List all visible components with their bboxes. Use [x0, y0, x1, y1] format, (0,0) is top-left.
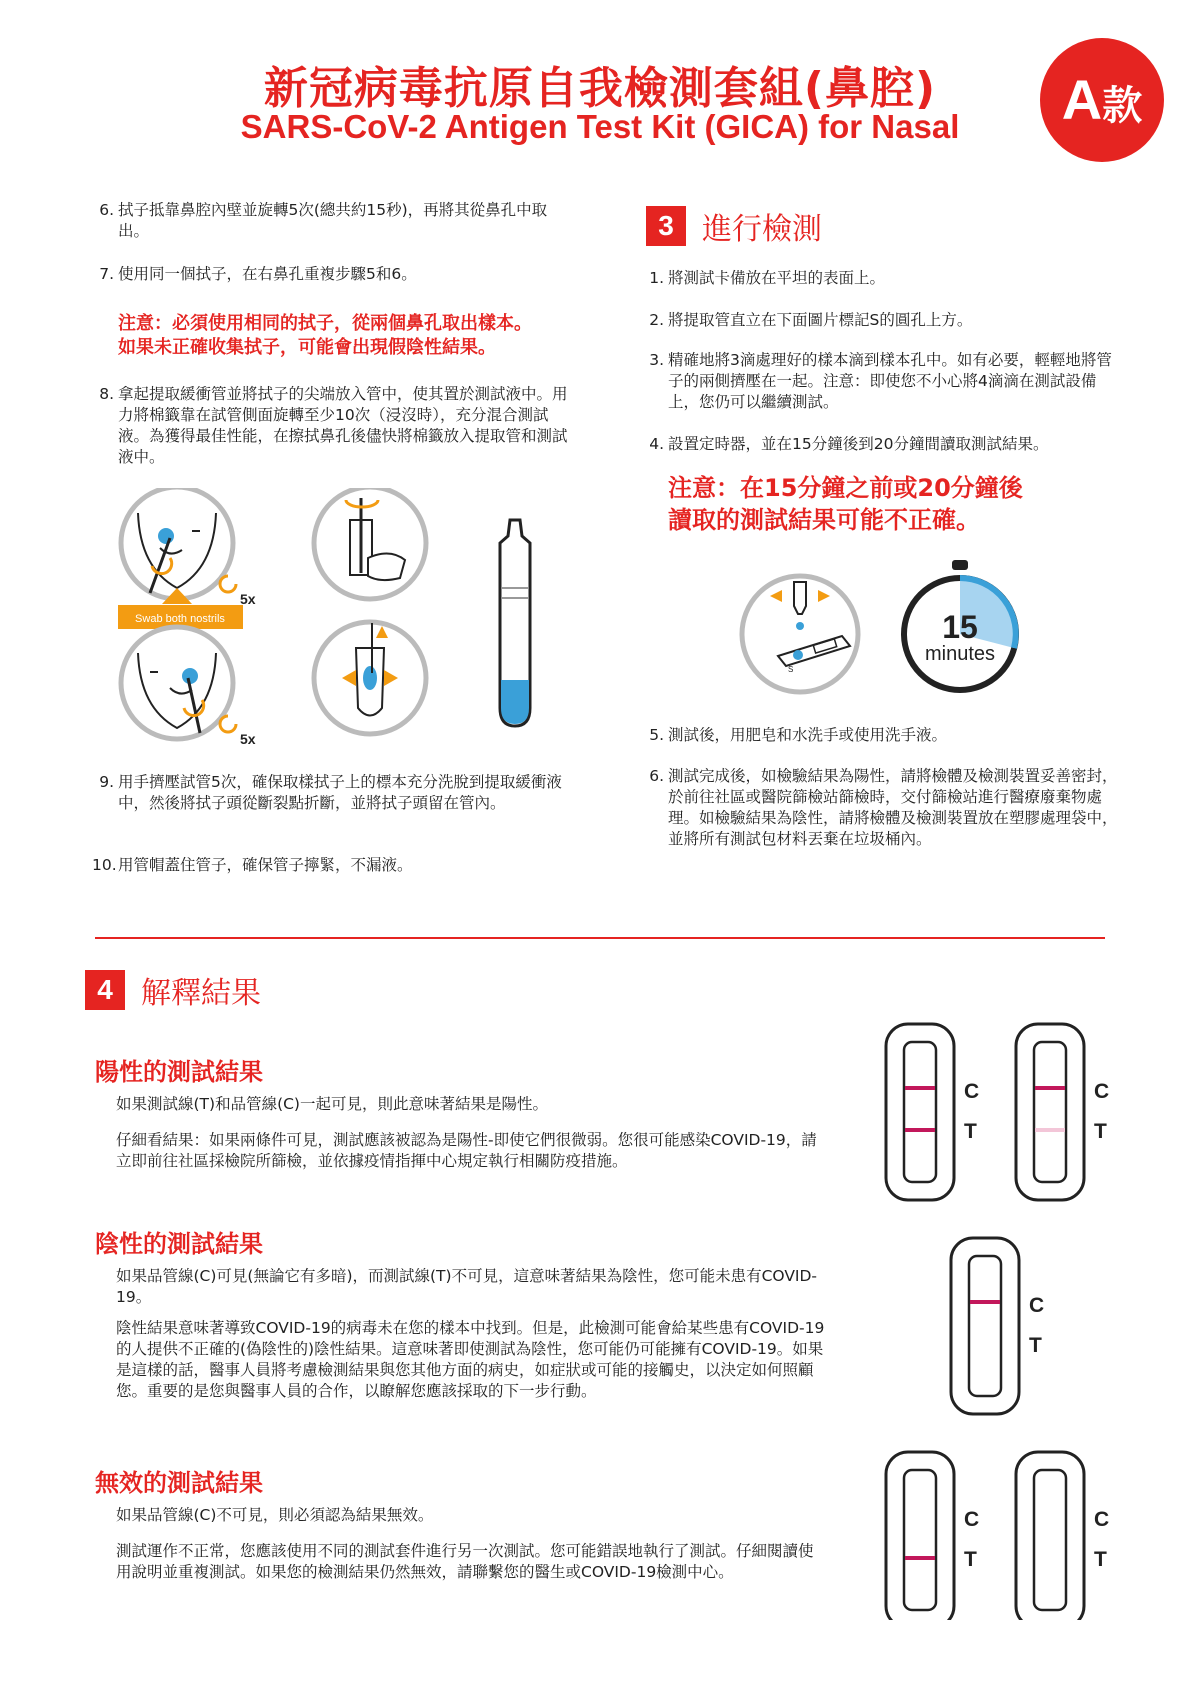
step-text: 測試後，用肥皂和水洗手或使用洗手液。: [668, 726, 948, 744]
step-8: [99, 384, 568, 468]
invalid-heading: 無效的測試結果: [95, 1469, 263, 1497]
rotation-icon: [220, 576, 236, 592]
label-c: C: [1029, 1294, 1045, 1317]
step-text: 用管帽蓋住管子，確保管子擰緊，不漏液。: [118, 856, 413, 874]
step-text: 拭子抵靠鼻腔內壁並旋轉5次(總共約15秒)，再將其從鼻孔中取出。: [118, 201, 548, 240]
page-title-chinese: 新冠病毒抗原自我檢測套組(鼻腔): [263, 63, 937, 114]
badge-suffix: 款: [1102, 83, 1143, 129]
step-text: 將提取管直立在下面圖片標記S的圓孔上方。: [668, 311, 973, 329]
step-text: 拿起提取緩衝管並將拭子的尖端放入管中，使其置於測試液中。用力將棉籤靠在試管側面旋轉至少10次（浸沒時），充分混合測試液。為獲得最佳性能，在擦拭鼻孔後儘快將棉籤放入提取管和測試液中。: [118, 385, 568, 466]
negative-paragraph-2: 陰性結果意味著導致COVID-19的病毒未在您的樣本中找到。但是，此檢測可能會給某些患有COVID-19的人提供不正確的(偽陰性的)陰性結果。這意味著即使測試為陰性，您可能仍可能擁有COVID-19。如果是這樣的話，醫事人員將考慮檢測結果與您其他方面的病史，如症狀或可能的接觸史，以決定如何照顧您。重要的是您與醫事人員的合作，以瞭解您應該採取的下一步行動。: [116, 1319, 825, 1400]
label-t: T: [1094, 1548, 1107, 1571]
timing-warning: [668, 472, 1138, 536]
sample-well-label: S: [788, 665, 794, 674]
test-procedure-illustration: [738, 560, 1028, 700]
step-number: 1.: [649, 269, 664, 287]
step-7: [99, 264, 568, 285]
positive-heading: 陽性的測試結果: [95, 1058, 263, 1086]
section-number: 4: [85, 970, 125, 1010]
swab-rotate-in-tube-illustration: [314, 488, 426, 599]
extraction-tube-illustration: [500, 520, 530, 726]
section-title: 進行檢測: [702, 212, 822, 247]
section-number: 3: [646, 206, 686, 246]
step-text: 精確地將3滴處理好的樣本滴到樣本孔中。如有必要，輕輕地將管子的兩側擠壓在一起。注意：即使您不小心將4滴滴在測試設備上，您仍可以繼續測試。: [668, 351, 1112, 411]
label-c: C: [1094, 1508, 1110, 1531]
step-number: 2.: [649, 311, 664, 329]
label-c: C: [964, 1508, 980, 1531]
negative-paragraph-1: 如果品管線(C)可見(無論它有多暗)，而測試線(T)不可見，這意味著結果為陰性，您可能未患有COVID-19。: [116, 1267, 818, 1306]
step-number: 8.: [99, 385, 114, 403]
positive-paragraph-2: 仔細看結果：如果兩條件可見，測試應該被認為是陽性-即使它們很微弱。您很可能感染COVID-19，請立即前往社區採檢院所篩檢，並依據疫情指揮中心規定執行相關防疫措施。: [116, 1131, 817, 1170]
result-cards: [880, 1020, 1120, 1620]
label-c: C: [964, 1080, 980, 1103]
s3-step-4: [649, 434, 1118, 455]
face-bottom-illustration: [121, 627, 233, 739]
section-3-header: [646, 204, 822, 248]
s3-step-1: [649, 268, 1118, 289]
swab-illustration: [110, 488, 560, 748]
squeeze-tube-illustration: [314, 622, 426, 734]
swab-warning-line-2: 如果未正確收集拭子，可能會出現假陰性結果。: [118, 337, 496, 358]
section-title: 解釋結果: [141, 976, 261, 1011]
invalid-paragraph-2: 測試運作不正常，您應該使用不同的測試套件進行另一次測試。您可能錯誤地執行了測試。仔細閱讀使用說明並重複測試。如果您的檢測結果仍然無效，請聯繫您的醫生或COVID-19檢測中心。: [116, 1542, 814, 1581]
swab-warning: [118, 312, 598, 360]
badge-letter: A: [1061, 68, 1103, 131]
face-top-illustration: [121, 488, 233, 599]
step-text: 將測試卡備放在平坦的表面上。: [668, 269, 886, 287]
rotation-count-bottom: 5x: [240, 731, 256, 747]
result-card-positive: [886, 1024, 979, 1200]
step-number: 10.: [92, 856, 117, 874]
drop-sample-illustration: [742, 576, 858, 692]
label-t: T: [964, 1120, 977, 1143]
swab-warning-line-1: 注意：必須使用相同的拭子，從兩個鼻孔取出樣本。: [118, 313, 532, 334]
timer-icon: [904, 560, 1016, 690]
positive-paragraph-1: 如果測試線(T)和品管線(C)一起可見，則此意味著結果是陽性。: [116, 1095, 548, 1113]
step-6: [99, 200, 568, 242]
step-number: 9.: [99, 773, 114, 791]
version-badge: [1040, 38, 1164, 162]
timer-unit: minutes: [924, 643, 996, 665]
label-t: T: [964, 1548, 977, 1571]
timing-warning-line-1: 注意：在15分鐘之前或20分鐘後: [668, 474, 1023, 502]
step-number: 3.: [649, 351, 664, 369]
invalid-paragraph-1: 如果品管線(C)不可見，則必須認為結果無效。: [116, 1506, 434, 1524]
result-card-positive-faint: [1016, 1024, 1109, 1200]
step-number: 6.: [649, 767, 664, 785]
section-divider: [95, 937, 1105, 939]
step-number: 7.: [99, 265, 114, 283]
banner-text: Swab both nostrils: [135, 613, 225, 625]
s3-step-5: [649, 725, 1118, 746]
step-10: [92, 855, 568, 876]
s3-step-3: [649, 350, 1118, 413]
s3-step-2: [649, 310, 1118, 331]
label-t: T: [1094, 1120, 1107, 1143]
step-9: [99, 772, 568, 814]
page-title-english: SARS-CoV-2 Antigen Test Kit (GICA) for Nasal: [240, 108, 960, 145]
step-number: 6.: [99, 201, 114, 219]
result-card-invalid-blank: [1016, 1452, 1109, 1620]
step-text: 使用同一個拭子，在右鼻孔重複步驟5和6。: [118, 265, 417, 283]
rotation-count-top: 5x: [240, 591, 256, 607]
timing-warning-line-2: 讀取的測試結果可能不正確。: [668, 506, 980, 534]
step-number: 5.: [649, 726, 664, 744]
label-t: T: [1029, 1334, 1042, 1357]
section-4-header: [85, 968, 261, 1012]
rotation-icon: [220, 716, 236, 732]
step-text: 設置定時器，並在15分鐘後到20分鐘間讀取測試結果。: [668, 435, 1049, 453]
label-c: C: [1094, 1080, 1110, 1103]
negative-heading: 陰性的測試結果: [95, 1230, 263, 1258]
timer-number: 15: [942, 609, 978, 645]
step-number: 4.: [649, 435, 664, 453]
step-text: 用手擠壓試管5次，確保取樣拭子上的標本充分洗脫到提取緩衝液中，然後將拭子頭從斷裂點折斷，並將拭子頭留在管內。: [118, 773, 562, 812]
result-card-invalid-test-only: [886, 1452, 979, 1620]
result-card-negative: [951, 1238, 1044, 1414]
s3-step-6: [649, 766, 1118, 850]
step-text: 測試完成後，如檢驗結果為陽性，請將檢體及檢測裝置妥善密封，於前往社區或醫院篩檢站篩檢時，交付篩檢站進行醫療廢棄物處理。如檢驗結果為陰性，請將檢體及檢測裝置放在塑膠處理袋中，並將所有測試包材料丟棄在垃圾桶內。: [668, 767, 1118, 848]
